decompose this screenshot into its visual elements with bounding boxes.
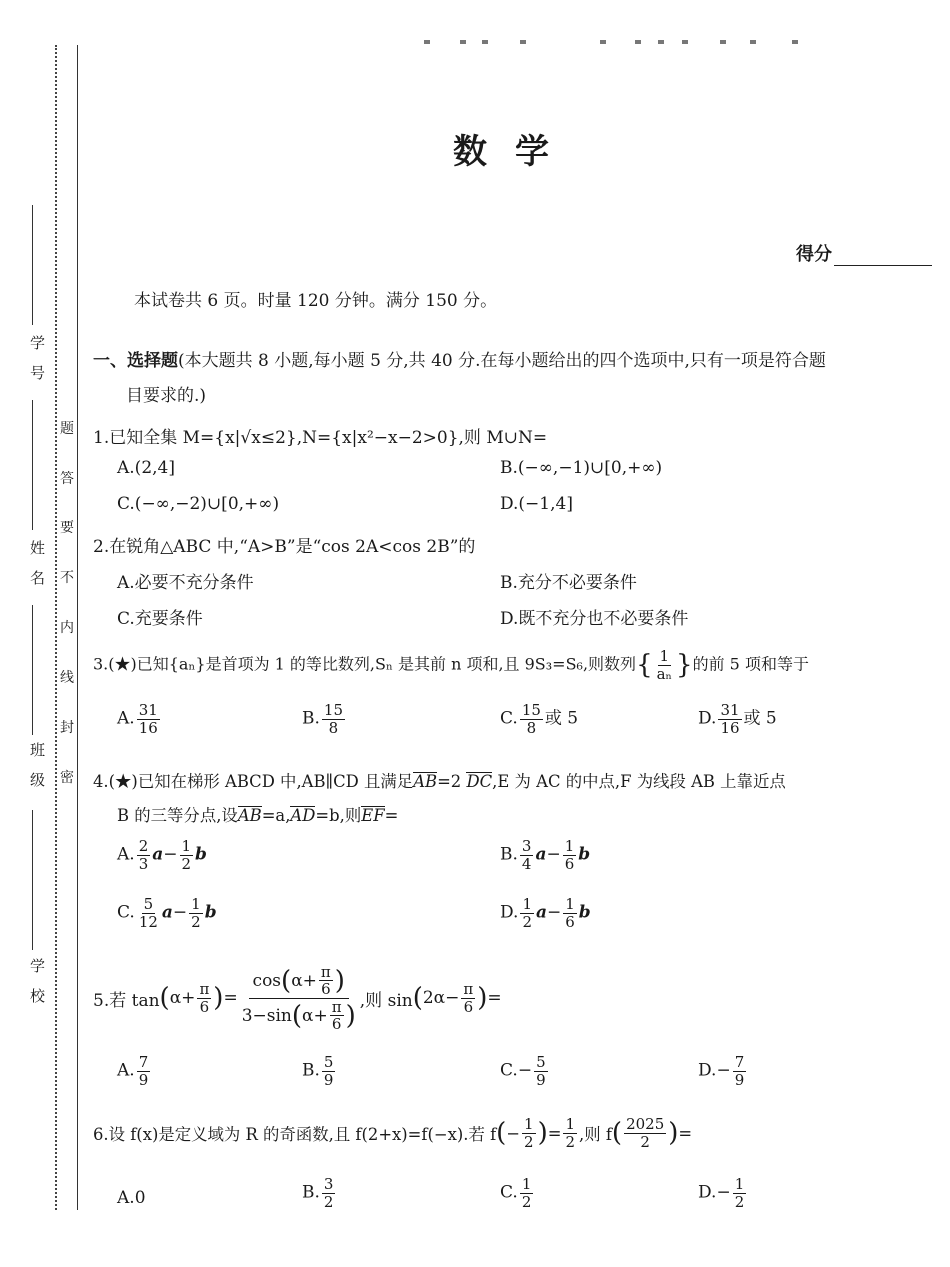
question-4-stem-2: B 的三等分点,设AB=a,AD=b,则EF= [117, 806, 399, 825]
q5-option-a[interactable]: A. $\frac{7}{9}$ [117, 1053, 149, 1089]
q3-option-a[interactable]: A. $\frac{31}{16}$ [117, 701, 158, 737]
question-3-stem: 3.(★)已知{aₙ}是首项为 1 的等比数列,Sₙ 是其前 n 项和,且 9S₃=S₆,则数列{ $\frac{1}{\text{aₙ}}$ }的前 5 项和等于 [93, 647, 809, 683]
q4-option-d[interactable]: D. $\frac{1}{2}$ a− $\frac{1}{6}$ b [500, 895, 591, 931]
q2-option-a[interactable]: A.必要不充分条件 [117, 573, 254, 593]
question-2-stem: 2.在锐角△ABC 中,“A>B”是“cos 2A<cos 2B”的 [93, 537, 476, 557]
vector-dc: DC [466, 772, 493, 791]
q2-option-c[interactable]: C.充要条件 [117, 609, 203, 629]
warning-char: 要 [60, 520, 74, 536]
q1-option-a[interactable]: A.(2,4] [117, 458, 175, 478]
q3-stem-text: 3.(★)已知{aₙ}是首项为 1 的等比数列,Sₙ 是其前 n 项和,且 9S₃=S₆,则数列 [93, 654, 637, 674]
score-label: 得分 [796, 244, 832, 265]
q3-seq-num: 1 [659, 647, 670, 665]
q3-seq-den: aₙ [656, 664, 673, 683]
q4-option-b[interactable]: B. $\frac{3}{4}$ a− $\frac{1}{6}$ b [500, 837, 591, 873]
q3-option-c[interactable]: C. $\frac{15}{8}$ 或 5 [500, 701, 579, 737]
binding-dotted-line [55, 45, 57, 1210]
q5-big-fraction: cos ( α+ $\frac{\pi}{6}$ ) 3−sin ( α+ $\frac{\pi}{6}$ ) [241, 962, 356, 1033]
q6-option-b[interactable]: B. $\frac{3}{2}$ [302, 1176, 334, 1210]
score-field [796, 240, 932, 266]
q3-option-b[interactable]: B. $\frac{15}{8}$ [302, 701, 343, 737]
student-id-label: 学 号 [28, 335, 46, 380]
q2-option-b[interactable]: B.充分不必要条件 [500, 573, 637, 593]
school-blank [32, 810, 33, 950]
warning-char: 答 [60, 471, 74, 487]
q4-option-c[interactable]: C. $\frac{5}{12}$ a− $\frac{1}{2}$ b [117, 895, 217, 931]
class-blank [32, 605, 33, 735]
q2-option-d[interactable]: D.既不充分也不必要条件 [500, 609, 689, 629]
question-4-stem-1: 4.(★)已知在梯形 ABCD 中,AB∥CD 且满足AB=2 DC,E 为 AC 的中点,F 为线段 AB 上靠近点 [93, 772, 786, 791]
warning-char: 内 [60, 620, 74, 636]
name-blank [32, 400, 33, 530]
q1-option-c[interactable]: C.(−∞,−2)∪[0,+∞) [117, 494, 280, 514]
score-blank[interactable] [834, 245, 932, 266]
q1-option-d[interactable]: D.(−1,4] [500, 494, 573, 514]
page-title: 数学 [453, 132, 577, 172]
q5-option-c[interactable]: C.− $\frac{5}{9}$ [500, 1053, 546, 1089]
warning-char: 不 [60, 570, 74, 586]
warning-char: 密 [60, 770, 74, 786]
cropped-header-text [420, 40, 820, 50]
q6-options-cropped [90, 1176, 950, 1210]
q4-option-a[interactable]: A. $\frac{2}{3}$ a− $\frac{1}{2}$ b [117, 837, 207, 873]
q3-stem-end: 的前 5 项和等于 [692, 654, 809, 674]
question-6-stem: 6.设 f(x)是定义域为 R 的奇函数,且 f(2+x)=f(−x).若 f ( − $\frac{1}{2}$ ) = $\frac{1}{2}$ ,则 f ( $\frac{2025}{2}$ ) = [93, 1115, 693, 1151]
vector-ef: EF [361, 806, 385, 825]
vector-ab: AB [413, 772, 438, 791]
q5-option-d[interactable]: D.− $\frac{7}{9}$ [698, 1053, 745, 1089]
warning-char: 封 [60, 720, 74, 736]
binding-solid-line [77, 45, 78, 1210]
section-heading [93, 346, 826, 371]
vector-ad: AD [290, 806, 316, 825]
name-label: 姓 名 [28, 540, 46, 585]
school-label: 学 校 [28, 958, 46, 1003]
question-5-stem: 5.若 tan ( α+ $\frac{\pi}{6}$ ) = cos ( α+ $\frac{\pi}{6}$ ) 3−sin ( α+ $\frac{\pi}{6}$ ) ,则 sin ( 2α− $\frac{\pi}{6}$ ) = [93, 962, 502, 1033]
vector-ab-2: AB [237, 806, 262, 825]
exam-intro: 本试卷共 6 页。时量 120 分钟。满分 150 分。 [134, 291, 498, 311]
q5-option-b[interactable]: B. $\frac{5}{9}$ [302, 1053, 334, 1089]
section-desc-2: 目要求的.) [126, 386, 207, 406]
question-1-stem: 1.已知全集 M={x|√x≤2},N={x|x²−x−2>0},则 M∪N= [93, 428, 548, 448]
q1-option-b[interactable]: B.(−∞,−1)∪[0,+∞) [500, 458, 663, 478]
q6-option-d[interactable]: D.− $\frac{1}{2}$ [698, 1176, 745, 1210]
section-desc-1: (本大题共 8 小题,每小题 5 分,共 40 分.在每小题给出的四个选项中,只有一项是符合题 [178, 351, 826, 371]
section-title: 一、选择题 [93, 351, 178, 371]
warning-char: 题 [60, 421, 74, 437]
class-label: 班 级 [28, 742, 46, 787]
q3-option-d[interactable]: D. $\frac{31}{16}$ 或 5 [698, 701, 777, 737]
warning-char: 线 [60, 670, 74, 686]
q6-option-a[interactable]: A.0 [117, 1188, 146, 1208]
student-id-blank [32, 205, 33, 325]
q6-option-c[interactable]: C. $\frac{1}{2}$ [500, 1176, 532, 1210]
